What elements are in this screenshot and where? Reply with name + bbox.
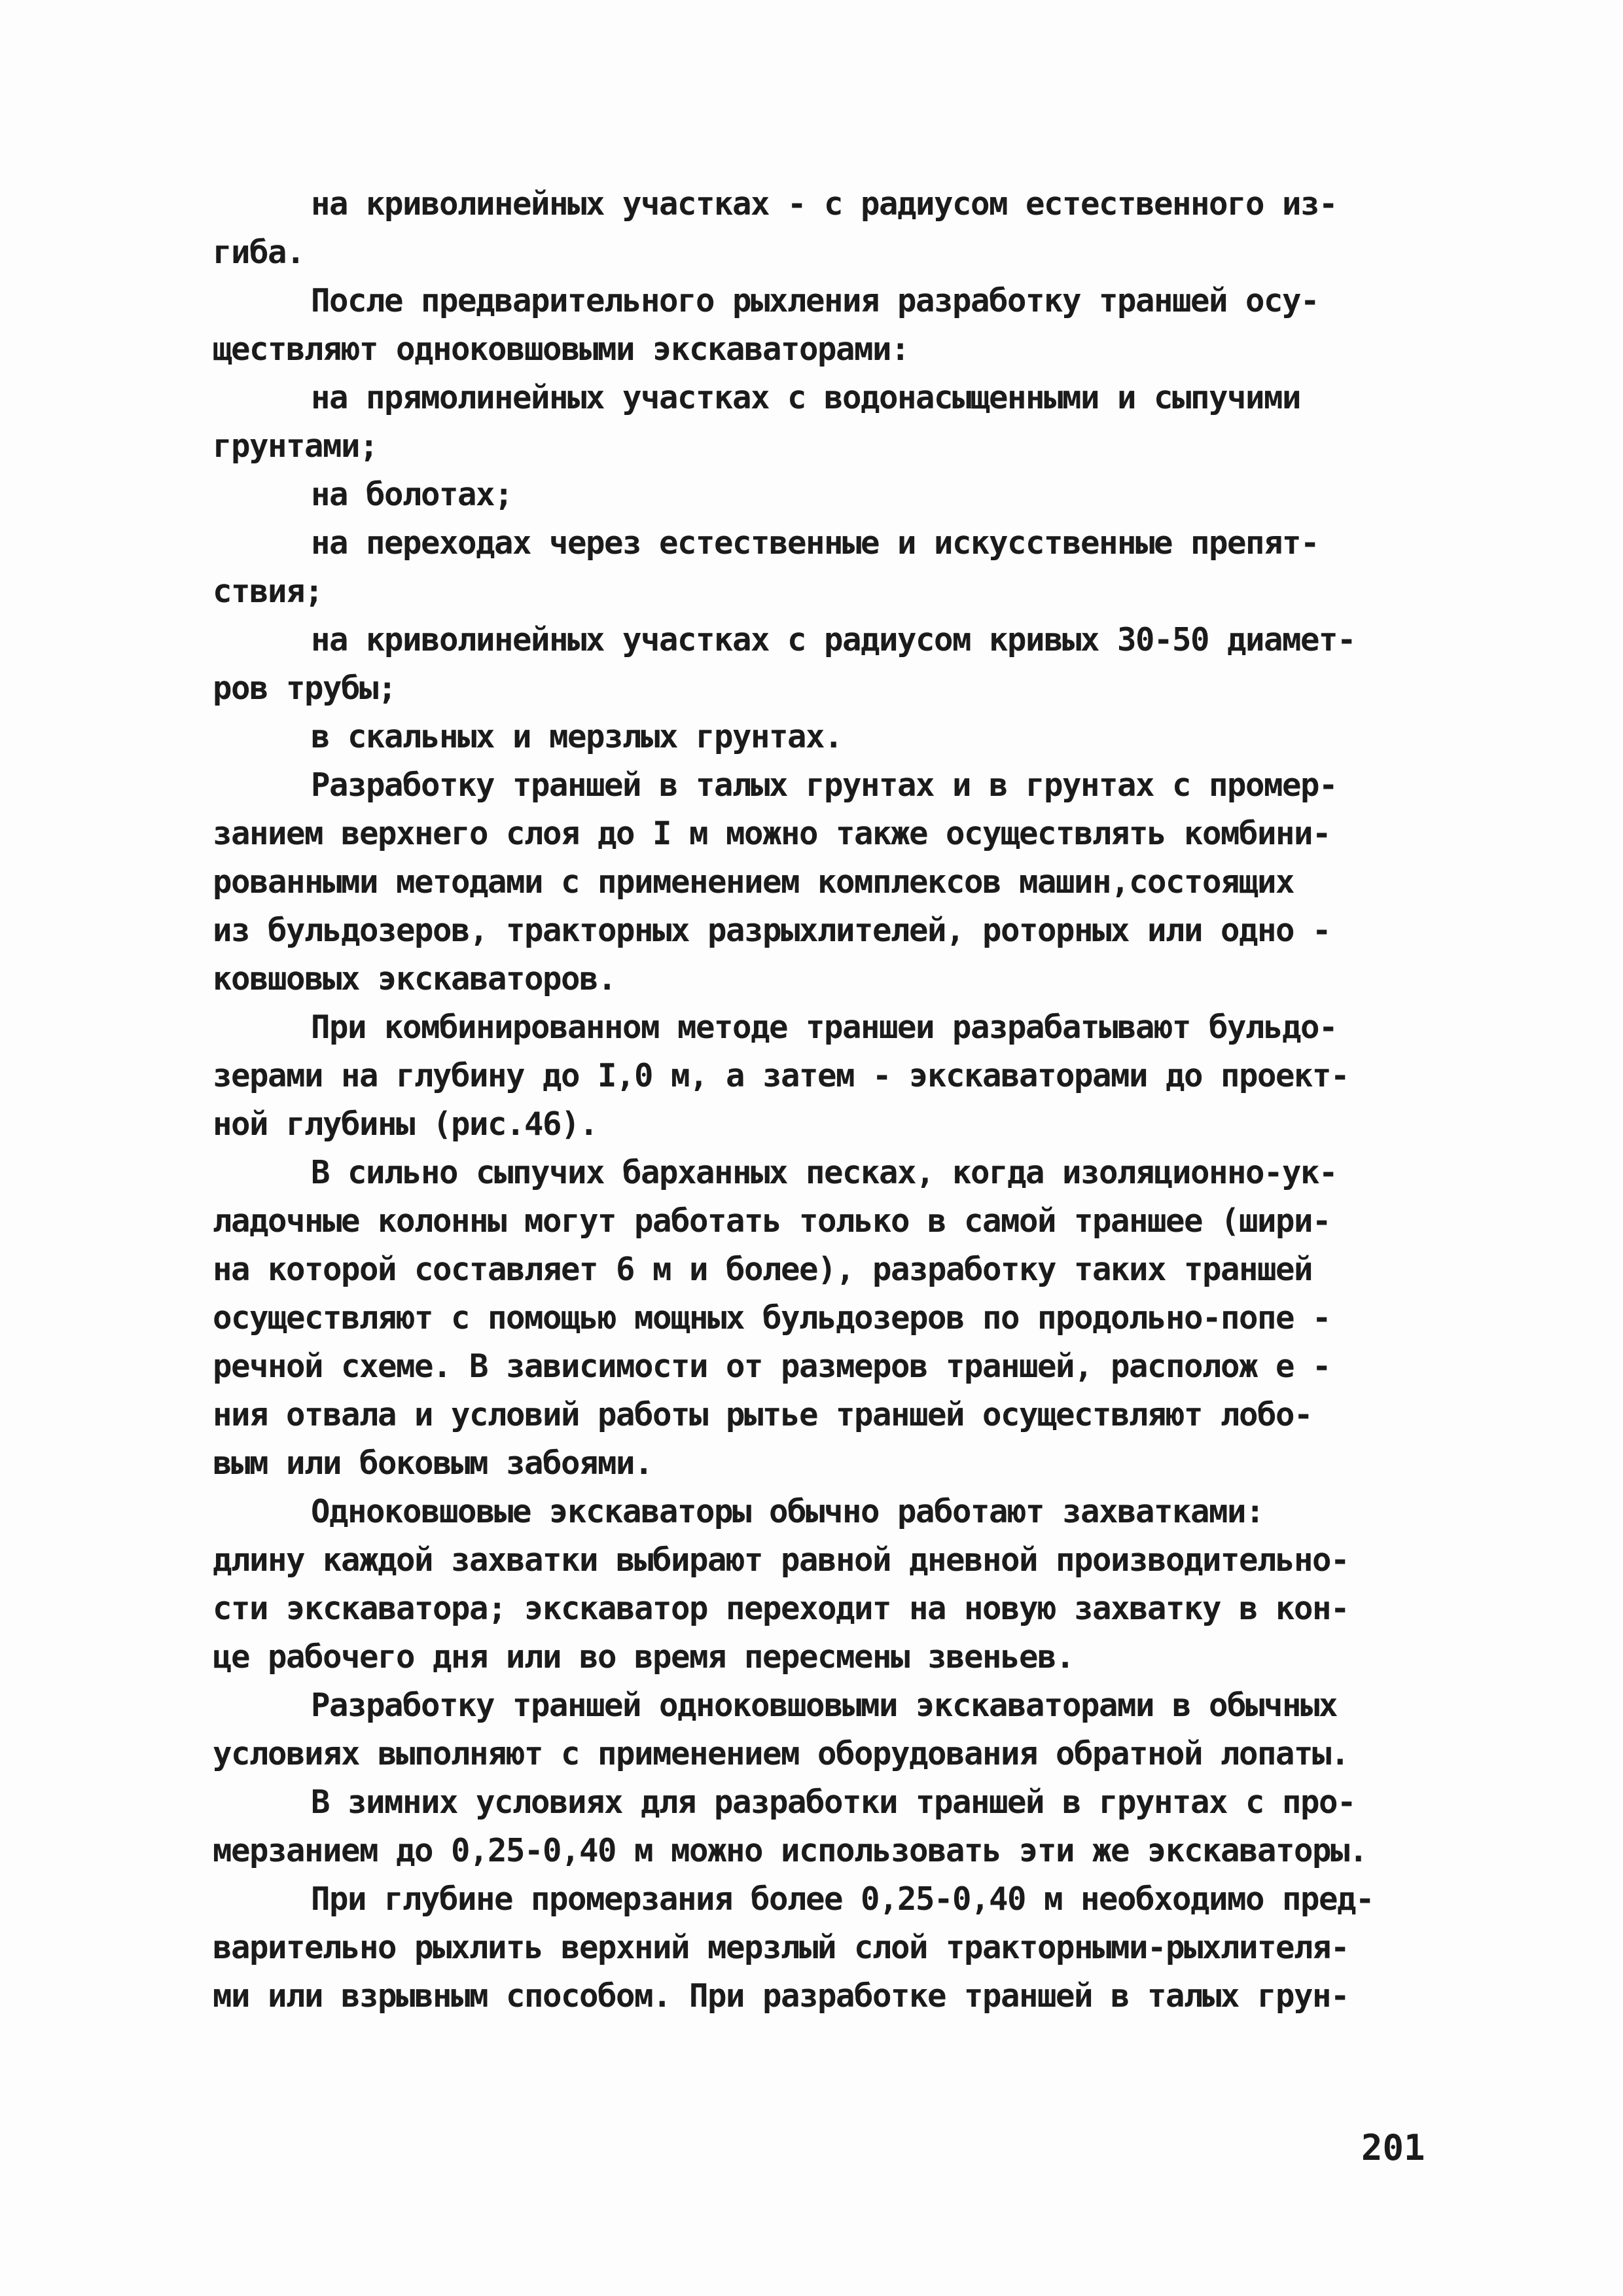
text-line: из бульдозеров, тракторных разрыхлителей, роторных или одно - xyxy=(213,912,1331,949)
text-line: осуществляют с помощью мощных бульдозеров по продольно-попе - xyxy=(213,1299,1331,1336)
text-line: сти экскаватора; экскаватор переходит на новую захватку в кон- xyxy=(213,1590,1349,1627)
text-line: длину каждой захватки выбирают равной дневной производительно- xyxy=(213,1541,1349,1579)
text-line: ствия; xyxy=(213,573,323,610)
text-line: При комбинированном методе траншеи разрабатывают бульдо- xyxy=(311,1009,1338,1046)
text-line: на криволинейных участках - с радиусом естественного из- xyxy=(311,185,1338,223)
text-line: на переходах через естественные и искусственные препят- xyxy=(311,524,1319,562)
text-line: ния отвала и условий работы рытье траншей осуществляют лобо- xyxy=(213,1396,1313,1433)
text-line: ществляют одноковшовыми экскаваторами: xyxy=(213,331,910,368)
text-line: в скальных и мерзлых грунтах. xyxy=(311,718,843,755)
text-line: зерами на глубину до I,0 м, а затем - экскаваторами до проект- xyxy=(213,1057,1349,1094)
text-line: Разработку траншей одноковшовыми экскаваторами в обычных xyxy=(311,1687,1338,1724)
text-line: условиях выполняют с применением оборудования обратной лопаты. xyxy=(213,1735,1349,1772)
text-line: ладочные колонны могут работать только в самой траншее (шири- xyxy=(213,1202,1331,1240)
text-line: грунтами; xyxy=(213,427,378,465)
text-line: В сильно сыпучих барханных песках, когда изоляционно-ук- xyxy=(311,1154,1338,1191)
text-line: вым или боковым забоями. xyxy=(213,1444,653,1482)
text-line: Разработку траншей в талых грунтах и в грунтах с промер- xyxy=(311,766,1338,804)
text-line: При глубине промерзания более 0,25-0,40 м необходимо пред- xyxy=(311,1880,1374,1918)
text-line: После предварительного рыхления разработку траншей осу- xyxy=(311,282,1319,319)
text-line: ров трубы; xyxy=(213,670,397,707)
text-line: речной схеме. В зависимости от размеров траншей, располож е - xyxy=(213,1348,1331,1385)
text-line: це рабочего дня или во время пересмены звеньев. xyxy=(213,1638,1075,1676)
text-line: на которой составляет 6 м и более), разработку таких траншей xyxy=(213,1251,1313,1288)
text-line: Одноковшовые экскаваторы обычно работают захватками: xyxy=(311,1493,1264,1530)
body-text xyxy=(213,180,1430,2020)
text-line: занием верхнего слоя до I м можно также осуществлять комбини- xyxy=(213,815,1331,852)
text-line: гиба. xyxy=(213,234,305,271)
text-line: рованными методами с применением комплексов машин,состоящих xyxy=(213,863,1294,901)
text-line: В зимних условиях для разработки траншей в грунтах с про- xyxy=(311,1784,1356,1821)
text-line: мерзанием до 0,25-0,40 м можно использовать эти же экскаваторы. xyxy=(213,1832,1368,1869)
text-line: ми или взрывным способом. При разработке траншей в талых грун- xyxy=(213,1977,1349,2015)
text-line: варительно рыхлить верхний мерзлый слой тракторными-рыхлителя- xyxy=(213,1929,1349,1966)
text-line: на криволинейных участках с радиусом кривых 30-50 диамет- xyxy=(311,621,1356,658)
text-line: на болотах; xyxy=(311,476,513,513)
text-line: на прямолинейных участках с водонасыщенными и сыпучими xyxy=(311,379,1301,416)
text-line: ной глубины (рис.46). xyxy=(213,1105,598,1143)
page-number: 201 xyxy=(1361,2127,1425,2168)
text-line: ковшовых экскаваторов. xyxy=(213,960,616,997)
